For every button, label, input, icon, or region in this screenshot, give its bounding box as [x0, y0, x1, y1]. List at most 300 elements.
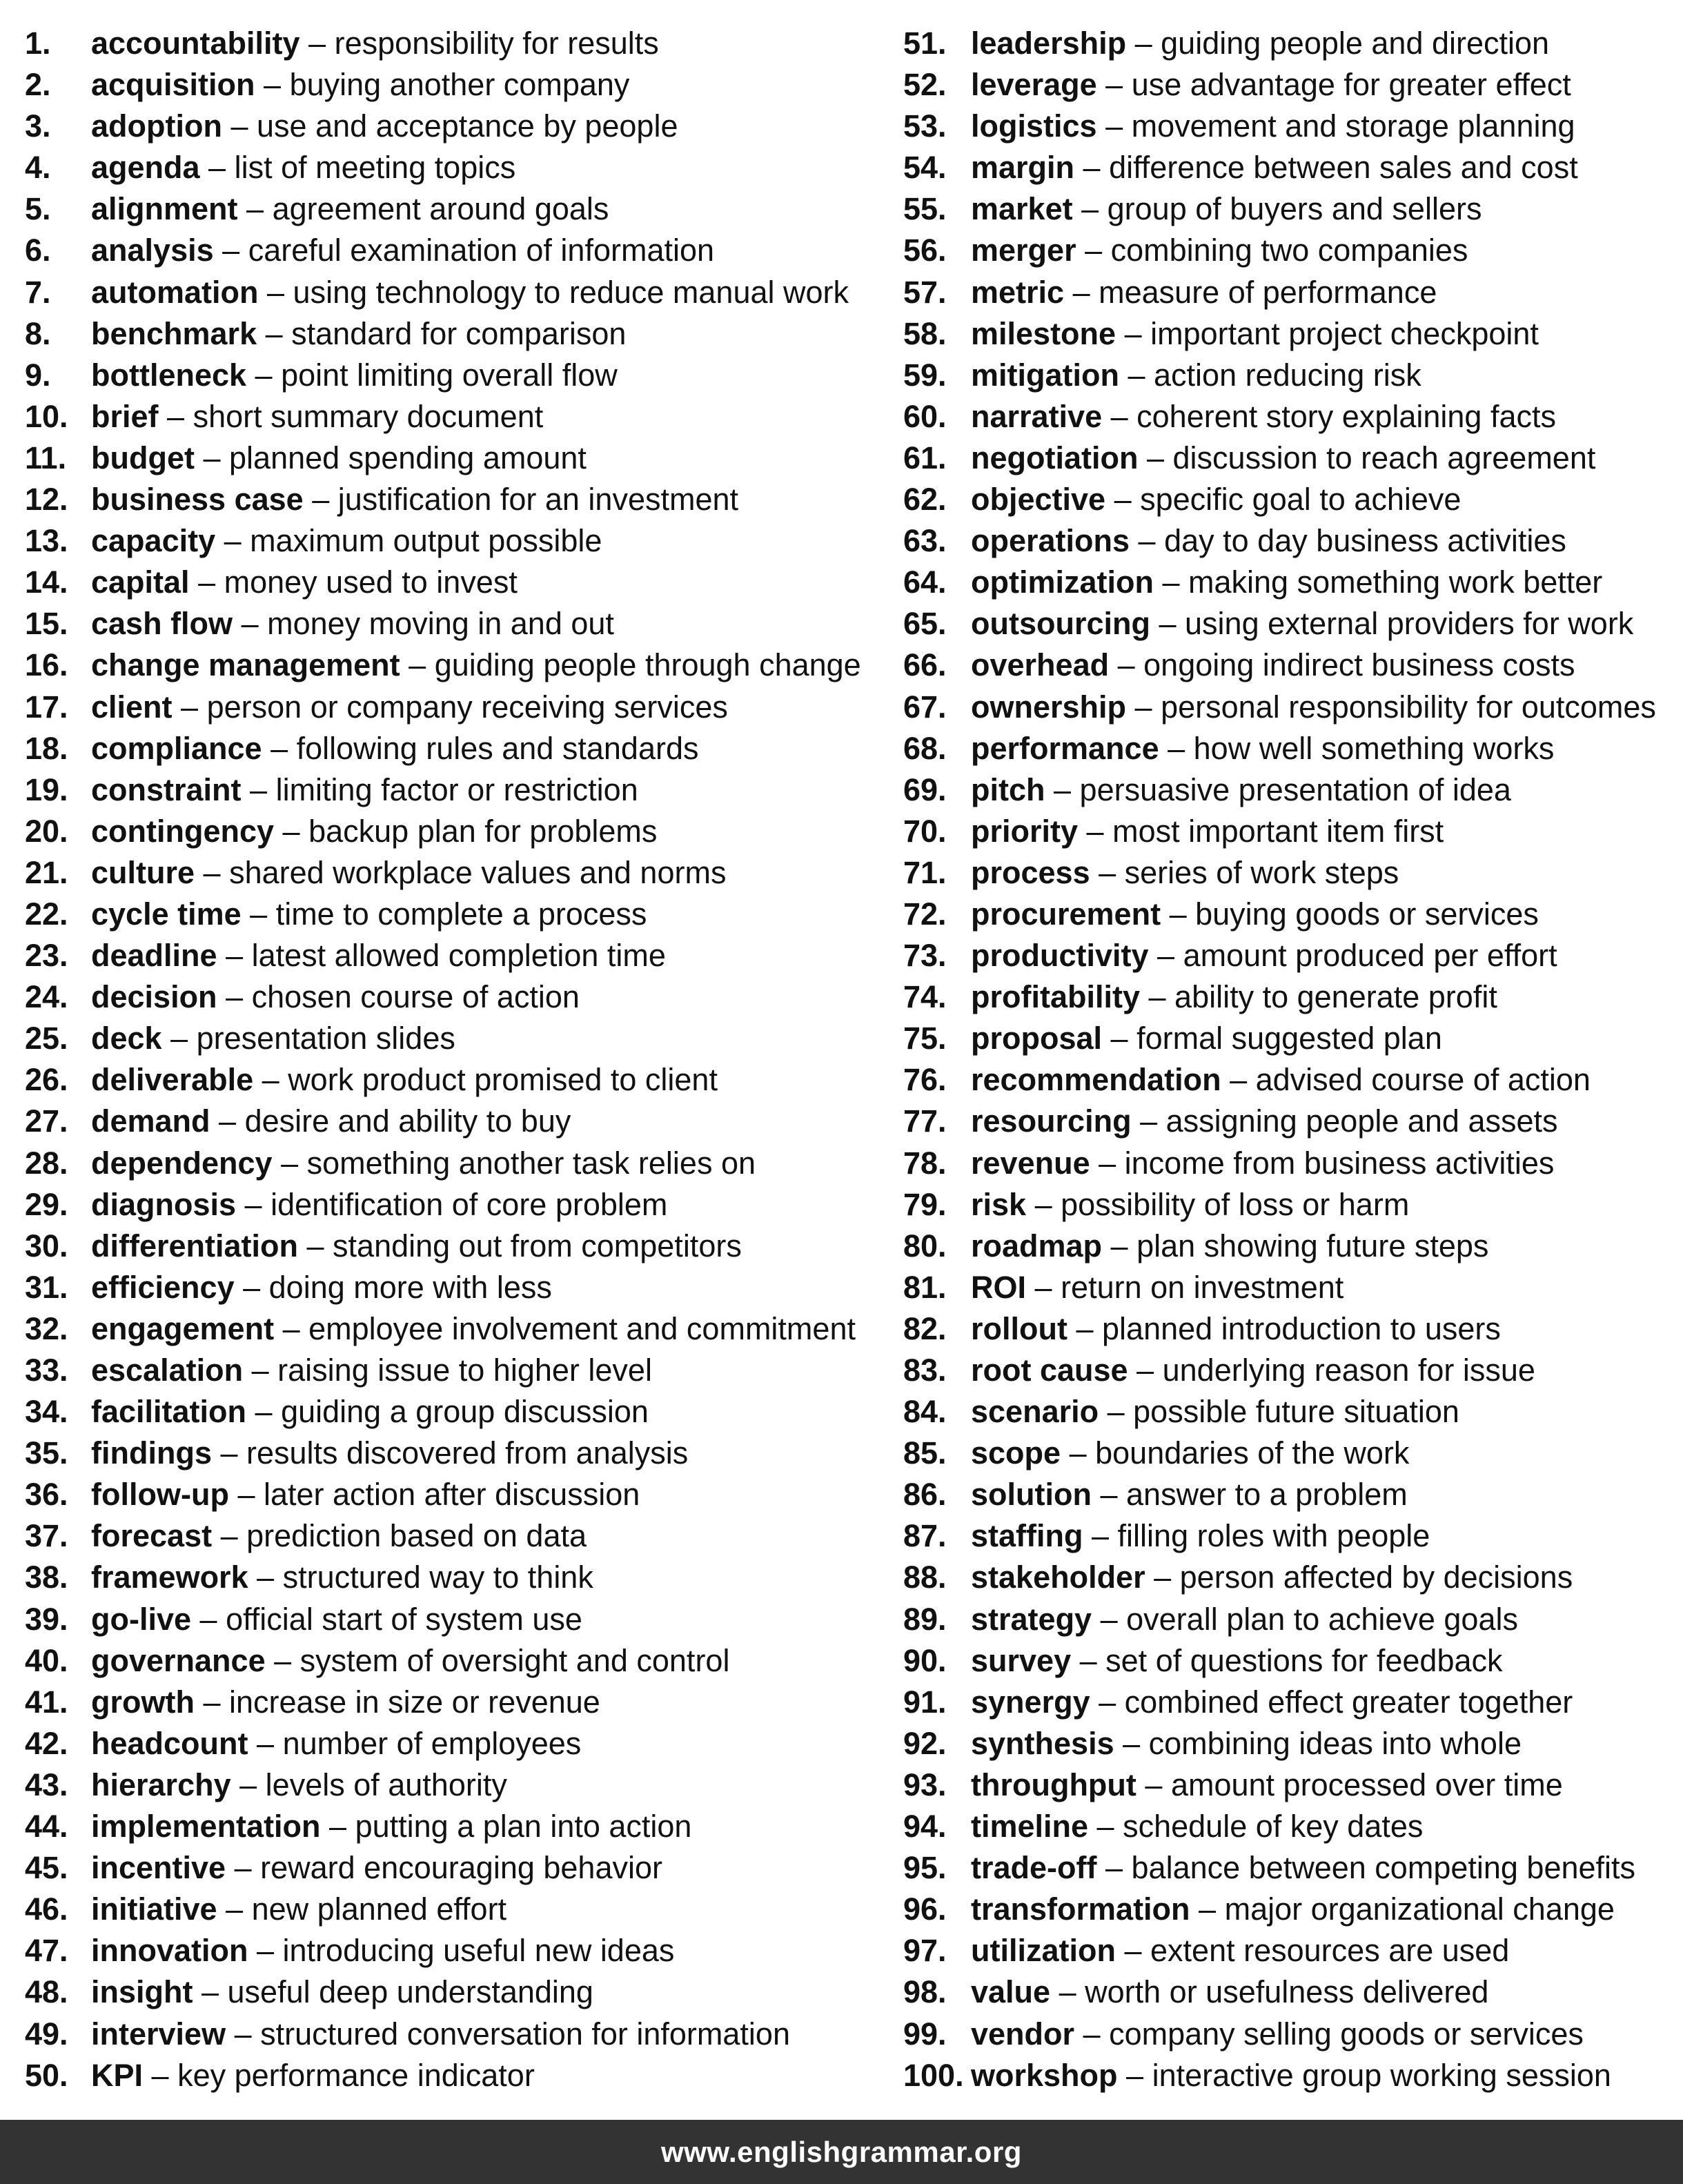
- item-definition: group of buyers and sellers: [1107, 191, 1482, 227]
- item-separator: –: [213, 233, 248, 268]
- item-number: 80.: [903, 1228, 947, 1263]
- item-term: priority: [971, 813, 1079, 849]
- item-term: constraint: [91, 771, 242, 807]
- vocabulary-item: [25, 1018, 874, 1059]
- item-term: solution: [971, 1477, 1092, 1513]
- item-number: 46.: [25, 1891, 68, 1927]
- item-definition: company selling goods or services: [1109, 2016, 1584, 2052]
- item-definition: use and acceptance by people: [257, 108, 678, 144]
- item-number: 1.: [25, 26, 51, 61]
- item-number: 83.: [903, 1352, 947, 1388]
- item-term: headcount: [91, 1725, 248, 1761]
- item-term: brief: [91, 398, 159, 434]
- item-term: facilitation: [91, 1394, 247, 1430]
- item-term: synthesis: [971, 1725, 1114, 1761]
- item-term: synergy: [971, 1684, 1090, 1720]
- vocabulary-item: [903, 1308, 1676, 1350]
- item-number: 38.: [25, 1560, 68, 1595]
- item-term: demand: [91, 1103, 210, 1139]
- item-term: logistics: [971, 108, 1097, 144]
- item-separator: –: [189, 564, 224, 600]
- item-definition: series of work steps: [1124, 854, 1399, 890]
- item-definition: buying goods or services: [1195, 896, 1539, 932]
- item-separator: –: [1091, 1477, 1127, 1513]
- item-number: 92.: [903, 1725, 947, 1761]
- vocabulary-item: [25, 1226, 874, 1267]
- item-separator: –: [1074, 150, 1110, 186]
- item-definition: desire and ability to buy: [244, 1103, 571, 1139]
- item-number: 79.: [903, 1186, 947, 1222]
- item-separator: –: [233, 606, 268, 642]
- footer-bar: [0, 2120, 1683, 2184]
- item-number: 72.: [903, 896, 947, 932]
- item-term: workshop: [971, 2057, 1118, 2093]
- vocabulary-item: [25, 147, 874, 188]
- item-separator: –: [257, 315, 292, 351]
- vocabulary-item: [903, 1184, 1676, 1226]
- item-number: 64.: [903, 564, 947, 600]
- item-definition: worth or usefulness delivered: [1085, 1974, 1489, 2010]
- item-term: engagement: [91, 1310, 275, 1346]
- item-term: budget: [91, 440, 195, 475]
- item-separator: –: [217, 979, 252, 1015]
- item-separator: –: [241, 771, 276, 807]
- item-number: 3.: [25, 108, 51, 144]
- vocabulary-item: [903, 437, 1676, 479]
- item-number: 7.: [25, 274, 51, 310]
- item-separator: –: [320, 1809, 355, 1844]
- item-term: productivity: [971, 938, 1149, 974]
- vocabulary-item: [25, 64, 874, 106]
- item-definition: movement and storage planning: [1131, 108, 1575, 144]
- item-separator: –: [193, 1974, 228, 2010]
- vocabulary-item: [25, 2014, 874, 2055]
- vocabulary-item: [903, 2055, 1676, 2096]
- item-number: 22.: [25, 896, 68, 932]
- vocabulary-item: [903, 1764, 1676, 1806]
- item-number: 91.: [903, 1684, 947, 1720]
- item-number: 55.: [903, 191, 947, 227]
- item-separator: –: [1061, 1435, 1096, 1471]
- item-number: 35.: [25, 1435, 68, 1471]
- item-definition: responsibility for results: [334, 26, 659, 61]
- vocabulary-item: [25, 23, 874, 64]
- item-separator: –: [195, 854, 230, 890]
- item-number: 73.: [903, 938, 947, 974]
- item-term: timeline: [971, 1809, 1089, 1844]
- vocabulary-item: [25, 1308, 874, 1350]
- item-separator: –: [230, 1767, 266, 1802]
- item-separator: –: [1067, 1310, 1103, 1346]
- item-separator: –: [1145, 1560, 1180, 1595]
- item-separator: –: [1064, 274, 1099, 310]
- item-term: roadmap: [971, 1228, 1103, 1263]
- item-number: 48.: [25, 1974, 68, 2010]
- item-separator: –: [1221, 1062, 1256, 1098]
- item-term: market: [971, 191, 1073, 227]
- vocabulary-item: [903, 147, 1676, 188]
- vocabulary-item: [25, 1391, 874, 1433]
- item-number: 84.: [903, 1394, 947, 1430]
- item-number: 54.: [903, 150, 947, 186]
- item-separator: –: [299, 26, 335, 61]
- item-definition: reward encouraging behavior: [260, 1850, 662, 1886]
- item-separator: –: [194, 440, 230, 475]
- item-definition: list of meeting topics: [234, 150, 516, 186]
- item-separator: –: [1190, 1891, 1225, 1927]
- item-number: 89.: [903, 1601, 947, 1637]
- item-definition: filling roles with people: [1117, 1518, 1430, 1554]
- vocabulary-item: [903, 1391, 1676, 1433]
- item-definition: structured conversation for information: [260, 2016, 790, 2052]
- item-separator: –: [1102, 398, 1137, 434]
- item-number: 34.: [25, 1394, 68, 1430]
- item-separator: –: [158, 398, 193, 434]
- vocabulary-item: [903, 1474, 1676, 1515]
- vocabulary-item: [25, 1184, 874, 1226]
- vocabulary-item: [903, 1847, 1676, 1889]
- item-term: analysis: [91, 233, 214, 268]
- item-definition: measure of performance: [1099, 274, 1437, 310]
- item-number: 42.: [25, 1725, 68, 1761]
- vocabulary-item: [25, 106, 874, 147]
- item-term: negotiation: [971, 440, 1139, 475]
- item-separator: –: [262, 730, 297, 766]
- item-number: 70.: [903, 813, 947, 849]
- item-definition: combining two companies: [1110, 233, 1468, 268]
- item-separator: –: [1126, 26, 1161, 61]
- item-number: 24.: [25, 979, 68, 1015]
- item-term: margin: [971, 150, 1075, 186]
- item-number: 41.: [25, 1684, 68, 1720]
- item-number: 39.: [25, 1601, 68, 1637]
- item-number: 69.: [903, 771, 947, 807]
- item-separator: –: [1092, 1601, 1127, 1637]
- item-term: survey: [971, 1642, 1072, 1678]
- item-definition: planned introduction to users: [1102, 1310, 1501, 1346]
- item-term: deck: [91, 1021, 162, 1056]
- item-separator: –: [274, 1310, 309, 1346]
- item-definition: plan showing future steps: [1136, 1228, 1489, 1263]
- vocabulary-item: [25, 852, 874, 894]
- item-number: 96.: [903, 1891, 947, 1927]
- item-term: change management: [91, 647, 400, 683]
- item-definition: raising issue to higher level: [277, 1352, 652, 1388]
- item-separator: –: [217, 1891, 252, 1927]
- item-number: 74.: [903, 979, 947, 1015]
- item-term: agenda: [91, 150, 200, 186]
- item-separator: –: [1153, 564, 1189, 600]
- item-term: performance: [971, 730, 1159, 766]
- vocabulary-item: [25, 1682, 874, 1723]
- item-number: 88.: [903, 1560, 947, 1595]
- item-number: 52.: [903, 67, 947, 103]
- item-definition: levels of authority: [265, 1767, 507, 1802]
- vocabulary-column-left: [25, 23, 874, 2096]
- item-definition: personal responsibility for outcomes: [1161, 689, 1656, 725]
- item-term: compliance: [91, 730, 262, 766]
- item-term: capacity: [91, 523, 216, 559]
- vocabulary-item: [903, 1599, 1676, 1640]
- item-separator: –: [1026, 1269, 1061, 1305]
- item-definition: interactive group working session: [1152, 2057, 1611, 2093]
- item-term: operations: [971, 523, 1130, 559]
- item-number: 19.: [25, 771, 68, 807]
- vocabulary-item: [25, 1847, 874, 1889]
- item-term: automation: [91, 274, 259, 310]
- item-definition: overall plan to achieve goals: [1126, 1601, 1518, 1637]
- vocabulary-item: [903, 188, 1676, 230]
- item-number: 11.: [25, 440, 67, 475]
- item-number: 82.: [903, 1310, 947, 1346]
- vocabulary-item: [25, 687, 874, 728]
- vocabulary-item: [25, 230, 874, 271]
- item-separator: –: [1159, 730, 1194, 766]
- vocabulary-item: [25, 1101, 874, 1142]
- item-number: 20.: [25, 813, 68, 849]
- item-definition: answer to a problem: [1126, 1477, 1408, 1513]
- item-definition: extent resources are used: [1150, 1933, 1510, 1969]
- item-separator: –: [303, 482, 338, 518]
- item-number: 27.: [25, 1103, 68, 1139]
- vocabulary-item: [25, 1971, 874, 2013]
- vocabulary-item: [903, 479, 1676, 520]
- item-definition: possibility of loss or harm: [1061, 1186, 1410, 1222]
- item-term: interview: [91, 2016, 226, 2052]
- item-separator: –: [1131, 1103, 1166, 1139]
- item-definition: money used to invest: [224, 564, 518, 600]
- item-term: ownership: [971, 689, 1127, 725]
- item-number: 21.: [25, 854, 68, 890]
- item-definition: prediction based on data: [246, 1518, 587, 1554]
- item-separator: –: [1096, 1850, 1132, 1886]
- item-definition: person affected by decisions: [1179, 1560, 1573, 1595]
- item-number: 59.: [903, 357, 947, 393]
- item-term: framework: [91, 1560, 248, 1595]
- item-number: 56.: [903, 233, 947, 268]
- item-number: 5.: [25, 191, 51, 227]
- item-separator: –: [1076, 233, 1111, 268]
- vocabulary-item: [25, 520, 874, 562]
- item-term: decision: [91, 979, 217, 1015]
- item-term: contingency: [91, 813, 275, 849]
- item-separator: –: [1114, 1725, 1149, 1761]
- vocabulary-item: [903, 1889, 1676, 1930]
- item-term: trade-off: [971, 1850, 1097, 1886]
- item-separator: –: [1148, 938, 1183, 974]
- item-separator: –: [191, 1601, 226, 1637]
- item-definition: persuasive presentation of idea: [1079, 771, 1511, 807]
- vocabulary-item: [25, 188, 874, 230]
- item-number: 95.: [903, 1850, 947, 1886]
- item-definition: maximum output possible: [250, 523, 602, 559]
- item-definition: how well something works: [1193, 730, 1555, 766]
- item-definition: day to day business activities: [1164, 523, 1566, 559]
- item-number: 49.: [25, 2016, 68, 2052]
- item-definition: buying another company: [289, 67, 630, 103]
- item-definition: ongoing indirect business costs: [1143, 647, 1575, 683]
- item-definition: formal suggested plan: [1136, 1021, 1442, 1056]
- item-separator: –: [228, 1477, 264, 1513]
- item-term: follow-up: [91, 1477, 229, 1513]
- vocabulary-item: [903, 272, 1676, 313]
- item-separator: –: [1128, 1352, 1163, 1388]
- item-term: optimization: [971, 564, 1154, 600]
- vocabulary-item: [903, 811, 1676, 852]
- item-separator: –: [234, 1269, 269, 1305]
- item-term: differentiation: [91, 1228, 298, 1263]
- vocabulary-item: [25, 1764, 874, 1806]
- vocabulary-item: [903, 355, 1676, 396]
- item-definition: identification of core problem: [270, 1186, 668, 1222]
- item-number: 61.: [903, 440, 947, 475]
- item-separator: –: [1117, 2057, 1152, 2093]
- item-definition: amount produced per effort: [1183, 938, 1557, 974]
- item-term: innovation: [91, 1933, 248, 1969]
- item-separator: –: [1150, 606, 1185, 642]
- item-separator: –: [236, 1186, 271, 1222]
- item-definition: advised course of action: [1255, 1062, 1591, 1098]
- item-separator: –: [1090, 1145, 1125, 1181]
- vocabulary-item: [903, 1723, 1676, 1764]
- item-term: escalation: [91, 1352, 244, 1388]
- item-term: proposal: [971, 1021, 1103, 1056]
- item-separator: –: [1071, 1642, 1106, 1678]
- item-number: 12.: [25, 482, 68, 518]
- item-number: 40.: [25, 1642, 68, 1678]
- item-separator: –: [400, 647, 435, 683]
- item-definition: person or company receiving services: [206, 689, 728, 725]
- item-term: benchmark: [91, 315, 257, 351]
- item-separator: –: [1105, 482, 1141, 518]
- item-term: KPI: [91, 2057, 144, 2093]
- item-term: implementation: [91, 1809, 321, 1844]
- item-definition: difference between sales and cost: [1109, 150, 1578, 186]
- vocabulary-column-right: [903, 23, 1676, 2096]
- item-separator: –: [1026, 1186, 1061, 1222]
- vocabulary-item: [903, 1350, 1676, 1391]
- item-definition: number of employees: [282, 1725, 582, 1761]
- item-number: 66.: [903, 647, 947, 683]
- vocabulary-item: [25, 1059, 874, 1101]
- item-number: 29.: [25, 1186, 68, 1222]
- item-number: 94.: [903, 1809, 947, 1844]
- vocabulary-item: [903, 1143, 1676, 1184]
- item-separator: –: [1161, 896, 1196, 932]
- vocabulary-item: [25, 272, 874, 313]
- item-term: hierarchy: [91, 1767, 231, 1802]
- item-term: alignment: [91, 191, 238, 227]
- item-definition: results discovered from analysis: [246, 1435, 689, 1471]
- vocabulary-item: [903, 1930, 1676, 1971]
- item-separator: –: [1130, 523, 1165, 559]
- item-separator: –: [1136, 1767, 1171, 1802]
- item-number: 47.: [25, 1933, 68, 1969]
- vocabulary-item: [903, 1059, 1676, 1101]
- vocabulary-item: [25, 935, 874, 976]
- item-number: 77.: [903, 1103, 947, 1139]
- item-definition: making something work better: [1188, 564, 1603, 600]
- item-term: go-live: [91, 1601, 192, 1637]
- item-definition: work product promised to client: [288, 1062, 718, 1098]
- item-number: 25.: [25, 1021, 68, 1056]
- item-term: utilization: [971, 1933, 1116, 1969]
- item-definition: schedule of key dates: [1123, 1809, 1424, 1844]
- item-separator: –: [1088, 1809, 1123, 1844]
- vocabulary-item: [25, 1557, 874, 1598]
- vocabulary-item: [903, 1557, 1676, 1598]
- item-separator: –: [1102, 1228, 1137, 1263]
- item-definition: justification for an investment: [337, 482, 739, 518]
- item-term: strategy: [971, 1601, 1092, 1637]
- item-definition: time to complete a process: [275, 896, 647, 932]
- vocabulary-item: [25, 437, 874, 479]
- item-definition: planned spending amount: [229, 440, 587, 475]
- item-number: 33.: [25, 1352, 68, 1388]
- item-number: 85.: [903, 1435, 947, 1471]
- vocabulary-item: [25, 1474, 874, 1515]
- vocabulary-item: [25, 479, 874, 520]
- vocabulary-item: [903, 1806, 1676, 1847]
- item-number: 14.: [25, 564, 68, 600]
- item-separator: –: [1090, 1684, 1125, 1720]
- item-number: 62.: [903, 482, 947, 518]
- item-term: adoption: [91, 108, 222, 144]
- item-term: value: [971, 1974, 1051, 2010]
- vocabulary-item: [25, 1515, 874, 1557]
- item-separator: –: [215, 523, 250, 559]
- item-term: client: [91, 689, 173, 725]
- item-definition: coherent story explaining facts: [1136, 398, 1556, 434]
- vocabulary-item: [903, 396, 1676, 437]
- item-term: growth: [91, 1684, 195, 1720]
- item-number: 51.: [903, 26, 947, 61]
- item-definition: something another task relies on: [306, 1145, 756, 1181]
- item-separator: –: [246, 1394, 282, 1430]
- item-separator: –: [1119, 357, 1154, 393]
- item-definition: set of questions for feedback: [1105, 1642, 1503, 1678]
- vocabulary-item: [903, 1515, 1676, 1557]
- item-definition: new planned effort: [251, 1891, 507, 1927]
- item-term: diagnosis: [91, 1186, 237, 1222]
- item-separator: –: [172, 689, 207, 725]
- item-term: deadline: [91, 938, 217, 974]
- item-term: risk: [971, 1186, 1027, 1222]
- item-number: 44.: [25, 1809, 68, 1844]
- item-separator: –: [199, 150, 235, 186]
- vocabulary-item: [903, 976, 1676, 1018]
- item-number: 15.: [25, 606, 68, 642]
- item-term: scope: [971, 1435, 1061, 1471]
- item-separator: –: [1090, 854, 1125, 890]
- item-separator: –: [258, 274, 293, 310]
- item-definition: standing out from competitors: [333, 1228, 742, 1263]
- vocabulary-item: [25, 1723, 874, 1764]
- item-definition: money moving in and out: [267, 606, 614, 642]
- item-separator: –: [194, 1684, 230, 1720]
- item-term: procurement: [971, 896, 1161, 932]
- item-separator: –: [143, 2057, 178, 2093]
- vocabulary-item: [25, 1143, 874, 1184]
- item-term: deliverable: [91, 1062, 254, 1098]
- item-number: 17.: [25, 689, 68, 725]
- vocabulary-item: [25, 313, 874, 355]
- vocabulary-item: [25, 355, 874, 396]
- vocabulary-item: [25, 645, 874, 686]
- item-number: 76.: [903, 1062, 947, 1098]
- item-term: rollout: [971, 1310, 1067, 1346]
- item-term: merger: [971, 233, 1076, 268]
